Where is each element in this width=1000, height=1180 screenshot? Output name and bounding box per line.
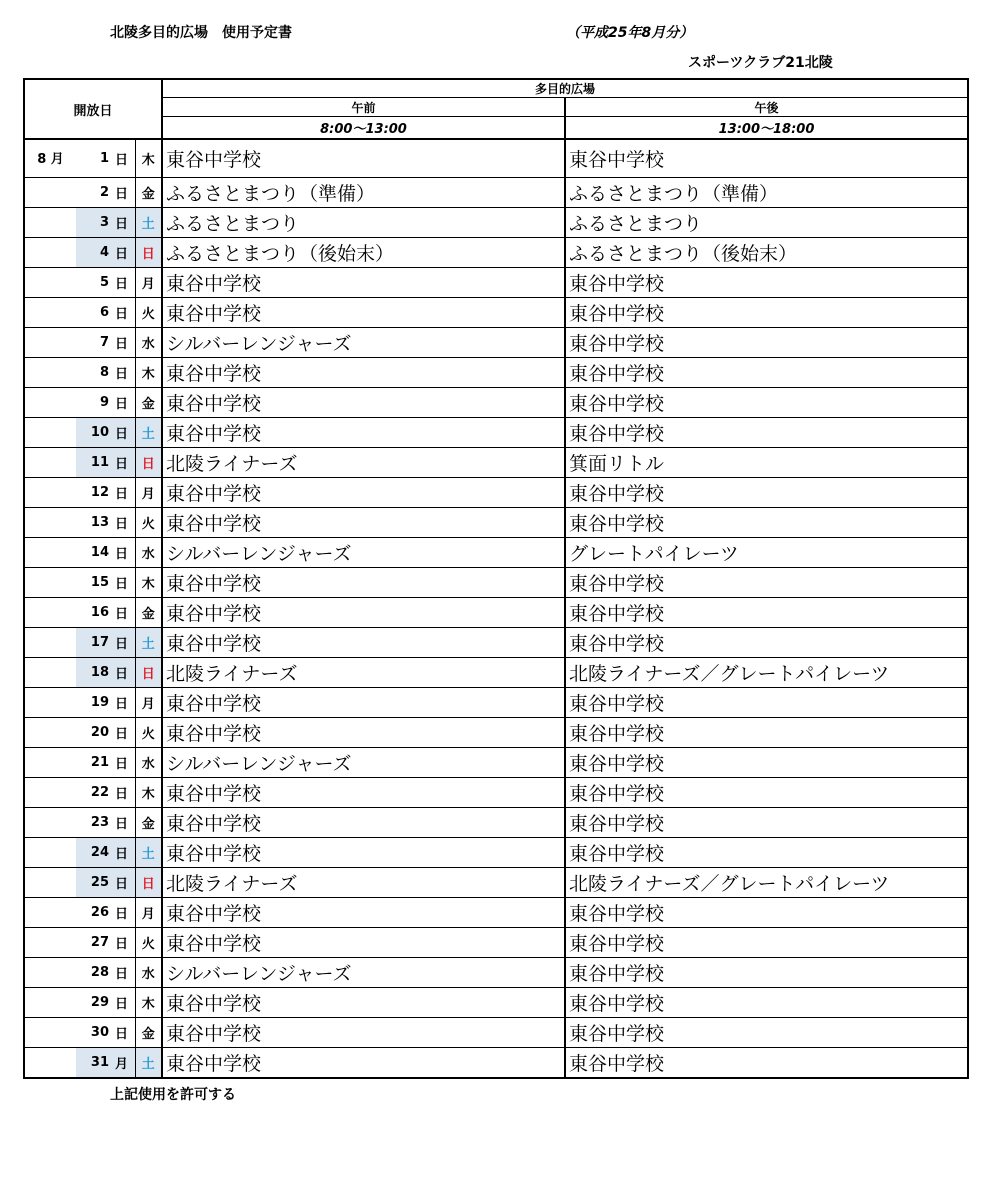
am-booking: ふるさとまつり（後始末）: [162, 238, 565, 268]
day-number: 26: [76, 898, 113, 928]
day-number: 13: [76, 508, 113, 538]
day-number: 25: [76, 868, 113, 898]
table-row: [24, 688, 968, 718]
table-row: [24, 418, 968, 448]
am-booking: 北陵ライナーズ: [162, 448, 565, 478]
month-cell: [24, 898, 76, 928]
weekday-cell: 日: [135, 448, 162, 478]
day-number: 3: [76, 208, 113, 238]
month-cell: [24, 388, 76, 418]
am-booking: ふるさとまつり: [162, 208, 565, 238]
am-booking: 東谷中学校: [162, 778, 565, 808]
am-booking: 東谷中学校: [162, 1018, 565, 1048]
day-number: 22: [76, 778, 113, 808]
day-unit: 日: [113, 568, 135, 598]
day-unit: 日: [113, 808, 135, 838]
pm-booking: 北陵ライナーズ／グレートパイレーツ: [565, 868, 968, 898]
day-number: 8: [76, 358, 113, 388]
day-number: 4: [76, 238, 113, 268]
am-booking: 北陵ライナーズ: [162, 868, 565, 898]
pm-booking: 東谷中学校: [565, 958, 968, 988]
am-booking: シルバーレンジャーズ: [162, 958, 565, 988]
month-cell: [24, 568, 76, 598]
month-cell: [24, 958, 76, 988]
pm-booking: 東谷中学校: [565, 598, 968, 628]
am-booking: 東谷中学校: [162, 139, 565, 178]
pm-booking: 北陵ライナーズ／グレートパイレーツ: [565, 658, 968, 688]
weekday-cell: 木: [135, 568, 162, 598]
table-row: [24, 748, 968, 778]
month-cell: [24, 508, 76, 538]
day-number: 31: [76, 1048, 113, 1079]
am-booking: 東谷中学校: [162, 508, 565, 538]
pm-booking: 東谷中学校: [565, 628, 968, 658]
weekday-cell: 火: [135, 508, 162, 538]
month-cell: [24, 718, 76, 748]
pm-booking: 東谷中学校: [565, 358, 968, 388]
pm-booking: 東谷中学校: [565, 898, 968, 928]
am-booking: 東谷中学校: [162, 838, 565, 868]
table-row: [24, 178, 968, 208]
table-row: [24, 508, 968, 538]
table-row: [24, 568, 968, 598]
table-row: [24, 1048, 968, 1079]
am-booking: 東谷中学校: [162, 418, 565, 448]
day-number: 20: [76, 718, 113, 748]
day-unit: 日: [113, 538, 135, 568]
table-row: [24, 268, 968, 298]
day-unit: 日: [113, 688, 135, 718]
table-row: [24, 928, 968, 958]
month-cell: [24, 988, 76, 1018]
month-cell: [24, 1018, 76, 1048]
table-row: [24, 238, 968, 268]
am-time-header: 8:00～13:00: [162, 117, 565, 140]
month-cell: [24, 598, 76, 628]
day-unit: 日: [113, 658, 135, 688]
month-cell: [24, 418, 76, 448]
table-row: [24, 808, 968, 838]
weekday-cell: 日: [135, 658, 162, 688]
day-unit: 日: [113, 1018, 135, 1048]
weekday-cell: 金: [135, 808, 162, 838]
month-cell: [24, 268, 76, 298]
pm-booking: 東谷中学校: [565, 808, 968, 838]
table-row: [24, 139, 968, 178]
pm-booking: ふるさとまつり: [565, 208, 968, 238]
weekday-cell: 木: [135, 139, 162, 178]
weekday-cell: 火: [135, 718, 162, 748]
pm-time-header: 13:00～18:00: [565, 117, 968, 140]
schedule-table: [23, 78, 969, 1079]
weekday-cell: 木: [135, 988, 162, 1018]
month-cell: [24, 838, 76, 868]
weekday-cell: 日: [135, 238, 162, 268]
month-cell: [24, 208, 76, 238]
day-unit: 日: [113, 598, 135, 628]
day-number: 15: [76, 568, 113, 598]
pm-booking: 東谷中学校: [565, 838, 968, 868]
weekday-cell: 木: [135, 778, 162, 808]
pm-booking: 東谷中学校: [565, 388, 968, 418]
pm-booking: 東谷中学校: [565, 928, 968, 958]
table-row: [24, 868, 968, 898]
day-unit: 日: [113, 268, 135, 298]
pm-booking: 東谷中学校: [565, 718, 968, 748]
day-unit: 日: [113, 508, 135, 538]
weekday-cell: 木: [135, 358, 162, 388]
venue-header: 多目的広場: [162, 79, 968, 98]
approval-note: 上記使用を許可する: [110, 1087, 236, 1103]
pm-booking: 東谷中学校: [565, 688, 968, 718]
weekday-cell: 土: [135, 1048, 162, 1079]
table-row: [24, 358, 968, 388]
month-cell: [24, 298, 76, 328]
day-number: 19: [76, 688, 113, 718]
day-unit: 月: [113, 1048, 135, 1079]
document-period: （平成25年8月分）: [566, 25, 694, 41]
month-cell: [24, 1048, 76, 1079]
month-cell: [24, 178, 76, 208]
day-number: 29: [76, 988, 113, 1018]
day-unit: 日: [113, 868, 135, 898]
month-cell: [24, 448, 76, 478]
day-number: 27: [76, 928, 113, 958]
table-row: [24, 298, 968, 328]
table-row: [24, 388, 968, 418]
month-cell: [24, 658, 76, 688]
month-cell: [24, 358, 76, 388]
day-number: 14: [76, 538, 113, 568]
pm-booking: 箕面リトル: [565, 448, 968, 478]
day-unit: 日: [113, 748, 135, 778]
day-unit: 日: [113, 928, 135, 958]
table-row: [24, 598, 968, 628]
day-number: 30: [76, 1018, 113, 1048]
day-number: 11: [76, 448, 113, 478]
table-row: [24, 628, 968, 658]
am-booking: 東谷中学校: [162, 598, 565, 628]
open-day-header: 開放日: [24, 79, 162, 139]
day-unit: 日: [113, 388, 135, 418]
am-booking: 東谷中学校: [162, 298, 565, 328]
month-cell: [24, 538, 76, 568]
day-unit: 日: [113, 718, 135, 748]
month-cell: [24, 628, 76, 658]
am-booking: ふるさとまつり（準備）: [162, 178, 565, 208]
day-unit: 日: [113, 238, 135, 268]
table-row: [24, 718, 968, 748]
am-header: 午前: [162, 98, 565, 117]
day-number: 18: [76, 658, 113, 688]
table-row: [24, 898, 968, 928]
am-booking: 東谷中学校: [162, 688, 565, 718]
table-row: [24, 838, 968, 868]
weekday-cell: 火: [135, 298, 162, 328]
pm-booking: 東谷中学校: [565, 139, 968, 178]
day-number: 6: [76, 298, 113, 328]
pm-booking: 東谷中学校: [565, 1018, 968, 1048]
am-booking: 東谷中学校: [162, 928, 565, 958]
day-number: 28: [76, 958, 113, 988]
day-unit: 日: [113, 418, 135, 448]
pm-booking: 東谷中学校: [565, 478, 968, 508]
table-row: [24, 1018, 968, 1048]
am-booking: 東谷中学校: [162, 718, 565, 748]
table-row: [24, 658, 968, 688]
table-row: [24, 988, 968, 1018]
day-unit: 日: [113, 988, 135, 1018]
am-booking: 東谷中学校: [162, 478, 565, 508]
day-number: 16: [76, 598, 113, 628]
am-booking: 東谷中学校: [162, 988, 565, 1018]
day-number: 17: [76, 628, 113, 658]
day-unit: 日: [113, 208, 135, 238]
weekday-cell: 金: [135, 1018, 162, 1048]
day-number: 23: [76, 808, 113, 838]
pm-booking: 東谷中学校: [565, 298, 968, 328]
table-row: [24, 328, 968, 358]
pm-booking: ふるさとまつり（後始末）: [565, 238, 968, 268]
day-number: 10: [76, 418, 113, 448]
day-number: 2: [76, 178, 113, 208]
am-booking: 東谷中学校: [162, 1048, 565, 1079]
day-number: 9: [76, 388, 113, 418]
am-booking: 東谷中学校: [162, 268, 565, 298]
table-row: [24, 778, 968, 808]
day-unit: 日: [113, 298, 135, 328]
month-cell: [24, 808, 76, 838]
day-number: 1: [76, 139, 113, 178]
am-booking: 東谷中学校: [162, 808, 565, 838]
day-number: 24: [76, 838, 113, 868]
am-booking: 東谷中学校: [162, 358, 565, 388]
weekday-cell: 月: [135, 478, 162, 508]
am-booking: シルバーレンジャーズ: [162, 748, 565, 778]
day-unit: 日: [113, 178, 135, 208]
pm-booking: 東谷中学校: [565, 328, 968, 358]
day-unit: 日: [113, 358, 135, 388]
weekday-cell: 水: [135, 958, 162, 988]
weekday-cell: 金: [135, 178, 162, 208]
am-booking: 東谷中学校: [162, 388, 565, 418]
weekday-cell: 水: [135, 328, 162, 358]
am-booking: 東谷中学校: [162, 568, 565, 598]
table-row: [24, 958, 968, 988]
month-cell: [24, 238, 76, 268]
table-row: [24, 538, 968, 568]
pm-booking: ふるさとまつり（準備）: [565, 178, 968, 208]
day-number: 5: [76, 268, 113, 298]
pm-booking: グレートパイレーツ: [565, 538, 968, 568]
day-unit: 日: [113, 628, 135, 658]
month-cell: [24, 328, 76, 358]
day-unit: 日: [113, 448, 135, 478]
pm-booking: 東谷中学校: [565, 508, 968, 538]
day-number: 12: [76, 478, 113, 508]
day-number: 7: [76, 328, 113, 358]
weekday-cell: 土: [135, 628, 162, 658]
am-booking: 東谷中学校: [162, 628, 565, 658]
day-unit: 日: [113, 898, 135, 928]
month-cell: 8 月: [24, 139, 76, 178]
table-row: [24, 448, 968, 478]
am-booking: 東谷中学校: [162, 898, 565, 928]
month-cell: [24, 868, 76, 898]
month-cell: [24, 928, 76, 958]
weekday-cell: 日: [135, 868, 162, 898]
day-unit: 日: [113, 478, 135, 508]
day-unit: 日: [113, 139, 135, 178]
pm-booking: 東谷中学校: [565, 778, 968, 808]
weekday-cell: 土: [135, 208, 162, 238]
pm-booking: 東谷中学校: [565, 268, 968, 298]
day-unit: 日: [113, 838, 135, 868]
pm-booking: 東谷中学校: [565, 988, 968, 1018]
day-unit: 日: [113, 958, 135, 988]
weekday-cell: 月: [135, 898, 162, 928]
weekday-cell: 月: [135, 268, 162, 298]
pm-header: 午後: [565, 98, 968, 117]
weekday-cell: 火: [135, 928, 162, 958]
am-booking: 北陵ライナーズ: [162, 658, 565, 688]
pm-booking: 東谷中学校: [565, 748, 968, 778]
pm-booking: 東谷中学校: [565, 1048, 968, 1079]
organization-name: スポーツクラブ21北陵: [688, 55, 833, 71]
weekday-cell: 水: [135, 748, 162, 778]
pm-booking: 東谷中学校: [565, 418, 968, 448]
day-unit: 日: [113, 328, 135, 358]
month-cell: [24, 748, 76, 778]
month-cell: [24, 688, 76, 718]
table-row: [24, 478, 968, 508]
am-booking: シルバーレンジャーズ: [162, 328, 565, 358]
table-row: [24, 208, 968, 238]
month-cell: [24, 778, 76, 808]
month-cell: [24, 478, 76, 508]
weekday-cell: 水: [135, 538, 162, 568]
day-number: 21: [76, 748, 113, 778]
weekday-cell: 金: [135, 388, 162, 418]
day-unit: 日: [113, 778, 135, 808]
weekday-cell: 土: [135, 838, 162, 868]
am-booking: シルバーレンジャーズ: [162, 538, 565, 568]
weekday-cell: 月: [135, 688, 162, 718]
weekday-cell: 土: [135, 418, 162, 448]
document-title: 北陵多目的広場 使用予定書: [110, 25, 292, 41]
pm-booking: 東谷中学校: [565, 568, 968, 598]
weekday-cell: 金: [135, 598, 162, 628]
